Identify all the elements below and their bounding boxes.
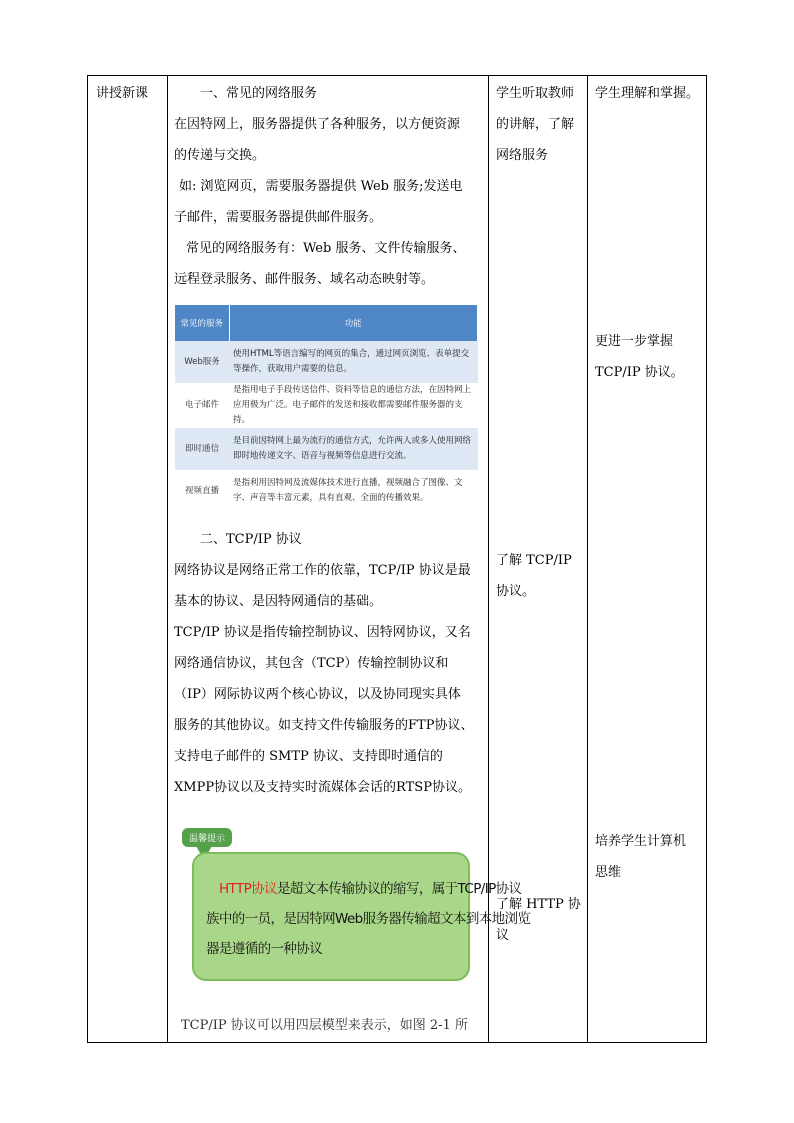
column-divider bbox=[167, 76, 168, 1042]
tip-text: 是超文本传输协议的缩写，属于TCP/IP协议 bbox=[276, 881, 522, 897]
service-name: 即时通信 bbox=[175, 428, 229, 470]
service-desc: 是指用电子手段传送信件、资料等信息的通信方法，在因特网上应用极为广泛。电子邮件的发送和接收都需要邮件服务器的支持。 bbox=[229, 383, 478, 428]
intent-line: 思维 bbox=[595, 865, 622, 880]
lesson-table bbox=[87, 75, 707, 1043]
services-header-function: 功能 bbox=[229, 305, 478, 341]
paragraph-line: 的传递与交换。 bbox=[174, 148, 266, 163]
intent-line: 培养学生计算机 bbox=[595, 834, 687, 849]
tcpip-cell bbox=[174, 524, 484, 803]
table-row bbox=[175, 428, 478, 470]
paragraph-line: 网络通信协议，其包含（TCP）传输控制协议和 bbox=[174, 656, 449, 671]
services-header-name: 常见的服务 bbox=[175, 305, 229, 341]
activity-line: 了解 HTTP 协 bbox=[496, 897, 581, 912]
activity-line: 网络服务 bbox=[496, 148, 549, 163]
section2-title: 二、TCP/IP 协议 bbox=[200, 532, 302, 547]
activity-line: 学生听取教师 bbox=[496, 86, 575, 101]
paragraph-line: 如: 浏览网页，需要服务器提供 Web 服务;发送电 bbox=[179, 179, 463, 194]
paragraph-line: 服务的其他协议。如支持文件传输服务的FTP协议、 bbox=[174, 718, 474, 733]
paragraph-line: 基本的协议、是因特网通信的基础。 bbox=[174, 594, 383, 609]
paragraph-line: TCP/IP 协议可以用四层模型来表示，如图 2-1 所 bbox=[181, 1018, 468, 1033]
student-activity-1 bbox=[496, 78, 588, 171]
tip-callout bbox=[192, 852, 531, 981]
column-divider bbox=[488, 76, 489, 1042]
student-activity-3 bbox=[496, 889, 588, 951]
student-activity-2 bbox=[496, 545, 588, 607]
service-name: Web服务 bbox=[175, 341, 229, 383]
section1-title: 一、常见的网络服务 bbox=[200, 86, 318, 101]
table-row bbox=[175, 470, 478, 512]
activity-line: 协议。 bbox=[496, 584, 536, 599]
activity-line: 了解 TCP/IP bbox=[496, 553, 572, 568]
stage-label: 讲授新课 bbox=[96, 86, 149, 101]
paragraph-line: 子邮件，需要服务器提供邮件服务。 bbox=[174, 210, 383, 225]
tip-tag: 温馨提示 bbox=[182, 828, 232, 847]
intent-line: 更进一步掌握 bbox=[595, 334, 674, 349]
activity-line: 的讲解，了解 bbox=[496, 117, 575, 132]
paragraph-line: （IP）网际协议两个核心协议，以及协同现实具体 bbox=[174, 687, 461, 702]
service-name: 视频直播 bbox=[175, 470, 229, 512]
intent-line: TCP/IP 协议。 bbox=[595, 365, 684, 380]
tip-text: 族中的一员，是因特网Web服务器传输超文本到本地浏览 bbox=[206, 911, 531, 927]
table-row bbox=[175, 383, 478, 428]
content-cell bbox=[174, 78, 484, 295]
design-intent-3 bbox=[595, 826, 703, 888]
paragraph-line: 在因特网上，服务器提供了各种服务，以方便资源 bbox=[174, 117, 461, 132]
intent-line: 学生理解和掌握。 bbox=[595, 86, 700, 101]
services-table bbox=[175, 305, 478, 512]
service-desc: 是目前因特网上最为流行的通信方式，允许两人或多人使用网络即时地传递文字、语音与视频等信息进行交流。 bbox=[229, 428, 478, 470]
paragraph-line: TCP/IP 协议是指传输控制协议、因特网协议，又名 bbox=[174, 625, 471, 640]
service-desc: 使用HTML等语言编写的网页的集合，通过网页浏览、表单提交等操作，获取用户需要的信息。 bbox=[229, 341, 478, 383]
table-row bbox=[175, 341, 478, 383]
paragraph-line: 支持电子邮件的 SMTP 协议、支持即时通信的 bbox=[174, 749, 443, 764]
paragraph-line: 常见的网络服务有：Web 服务、文件传输服务、 bbox=[186, 241, 466, 256]
tip-text: 器是遵循的一种协议 bbox=[206, 941, 323, 957]
paragraph-line: 远程登录服务、邮件服务、域名动态映射等。 bbox=[174, 272, 435, 287]
paragraph-line: XMPP协议以及支持实时流媒体会话的RTSP协议。 bbox=[174, 780, 471, 795]
tip-highlight: HTTP协议 bbox=[219, 881, 277, 897]
service-name: 电子邮件 bbox=[175, 383, 229, 428]
activity-line: 议 bbox=[496, 928, 510, 943]
design-intent-1 bbox=[595, 78, 703, 109]
service-desc: 是指利用因特网及流媒体技术进行直播，视频融合了图像、文字、声音等丰富元素，具有直观、全面的传播效果。 bbox=[229, 470, 478, 512]
design-intent-2 bbox=[595, 326, 703, 388]
paragraph-line: 网络协议是网络正常工作的依靠，TCP/IP 协议是最 bbox=[174, 563, 471, 578]
stage-label-cell bbox=[96, 78, 166, 109]
